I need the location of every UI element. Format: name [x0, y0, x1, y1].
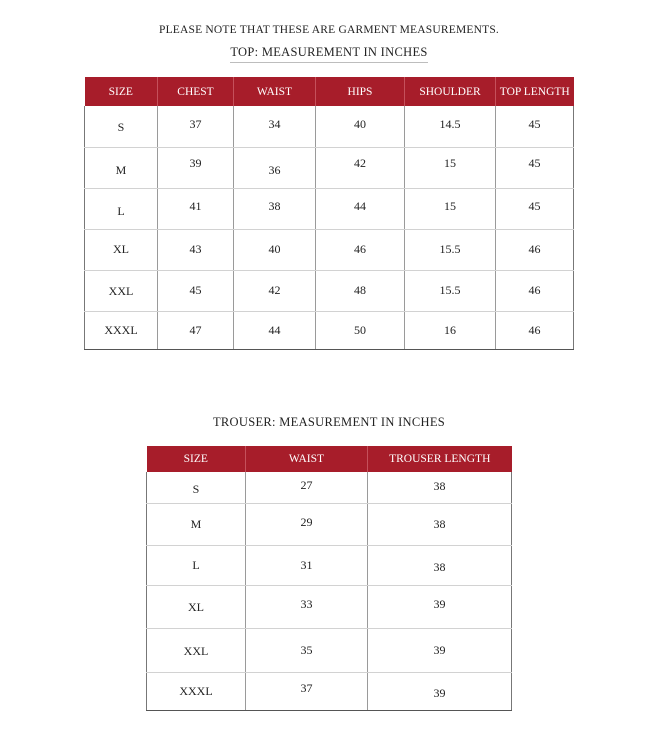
table-row	[147, 472, 512, 503]
shoulder-cell: 15.5	[405, 270, 496, 311]
shoulder-cell: 14.5	[405, 106, 496, 147]
table-row	[85, 188, 574, 229]
waist-cell: 36	[234, 147, 316, 188]
table-row	[85, 106, 574, 147]
table-row	[147, 585, 512, 628]
shoulder-cell: 15	[405, 147, 496, 188]
top-length-cell: 46	[496, 311, 574, 349]
top-header-top-length: TOP LENGTH	[496, 77, 574, 106]
shoulder-cell: 15	[405, 188, 496, 229]
size-cell: XXXL	[147, 672, 246, 710]
trouser-header-row	[147, 446, 512, 472]
chest-cell: 37	[158, 106, 234, 147]
top-header-shoulder: SHOULDER	[405, 77, 496, 106]
chest-cell: 43	[158, 229, 234, 270]
table-row	[147, 545, 512, 585]
trouser-length-cell: 38	[368, 545, 512, 585]
hips-cell: 42	[316, 147, 405, 188]
size-cell: M	[147, 503, 246, 545]
waist-cell: 34	[234, 106, 316, 147]
waist-cell: 31	[246, 545, 368, 585]
table-row	[85, 229, 574, 270]
table-row	[85, 147, 574, 188]
table-row	[147, 503, 512, 545]
waist-cell: 27	[246, 472, 368, 503]
table-row	[147, 628, 512, 672]
table-row	[85, 270, 574, 311]
size-cell: XL	[85, 229, 158, 270]
top-length-cell: 46	[496, 270, 574, 311]
shoulder-cell: 15.5	[405, 229, 496, 270]
trouser-length-cell: 39	[368, 585, 512, 628]
shoulder-cell: 16	[405, 311, 496, 349]
trouser-header-size: SIZE	[147, 446, 246, 472]
table-row	[147, 672, 512, 710]
trouser-header-trouser-length: TROUSER LENGTH	[368, 446, 512, 472]
chest-cell: 47	[158, 311, 234, 349]
size-cell: XXL	[147, 628, 246, 672]
garment-note: PLEASE NOTE THAT THESE ARE GARMENT MEASUREMENTS.	[158, 24, 500, 36]
top-table-title	[0, 45, 658, 63]
waist-cell: 40	[234, 229, 316, 270]
trouser-length-cell: 38	[368, 503, 512, 545]
trouser-length-cell: 38	[368, 472, 512, 503]
waist-cell: 35	[246, 628, 368, 672]
top-header-row	[85, 77, 574, 106]
top-table-title-text: TOP: MEASUREMENT IN INCHES	[230, 45, 427, 63]
waist-cell: 29	[246, 503, 368, 545]
size-cell: XXXL	[85, 311, 158, 349]
chest-cell: 41	[158, 188, 234, 229]
waist-cell: 37	[246, 672, 368, 710]
top-length-cell: 45	[496, 188, 574, 229]
size-cell: S	[85, 106, 158, 147]
trouser-table-title: TROUSER: MEASUREMENT IN INCHES	[212, 415, 446, 429]
trouser-length-cell: 39	[368, 628, 512, 672]
waist-cell: 33	[246, 585, 368, 628]
hips-cell: 48	[316, 270, 405, 311]
size-cell: XL	[147, 585, 246, 628]
top-size-table	[84, 77, 574, 350]
trouser-header-waist: WAIST	[246, 446, 368, 472]
hips-cell: 44	[316, 188, 405, 229]
chest-cell: 39	[158, 147, 234, 188]
size-cell: XXL	[85, 270, 158, 311]
hips-cell: 40	[316, 106, 405, 147]
top-header-chest: CHEST	[158, 77, 234, 106]
size-cell: L	[147, 545, 246, 585]
size-cell: S	[147, 472, 246, 503]
waist-cell: 42	[234, 270, 316, 311]
top-header-waist: WAIST	[234, 77, 316, 106]
top-header-hips: HIPS	[316, 77, 405, 106]
chest-cell: 45	[158, 270, 234, 311]
trouser-size-table	[146, 446, 512, 711]
size-cell: L	[85, 188, 158, 229]
hips-cell: 50	[316, 311, 405, 349]
table-row	[85, 311, 574, 349]
top-length-cell: 45	[496, 147, 574, 188]
hips-cell: 46	[316, 229, 405, 270]
top-length-cell: 46	[496, 229, 574, 270]
top-header-size: SIZE	[85, 77, 158, 106]
trouser-length-cell: 39	[368, 672, 512, 710]
waist-cell: 44	[234, 311, 316, 349]
waist-cell: 38	[234, 188, 316, 229]
size-cell: M	[85, 147, 158, 188]
top-length-cell: 45	[496, 106, 574, 147]
